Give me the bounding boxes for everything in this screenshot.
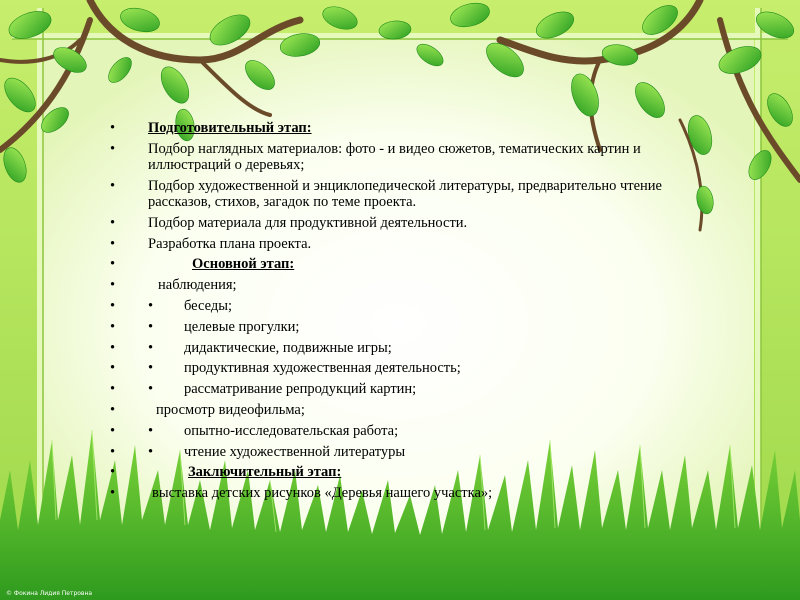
list-item <box>110 139 710 176</box>
bullet-icon: • <box>110 256 116 273</box>
bullet-icon: • <box>110 464 116 481</box>
bullet-icon: • <box>110 381 116 398</box>
sub-bullet-icon: • <box>148 297 154 314</box>
plan-list <box>110 118 710 504</box>
list-item-text: чтение художественной литературы <box>184 443 406 460</box>
list-item-text: Подбор материала для продуктивной деятельности. <box>148 214 468 231</box>
list-item-text: наблюдения; <box>158 277 237 294</box>
bullet-icon: • <box>110 177 116 194</box>
bullet-icon: • <box>110 443 116 460</box>
bullet-icon: • <box>110 214 116 231</box>
list-item <box>110 462 710 483</box>
bullet-icon: • <box>110 140 116 157</box>
list-item-text: продуктивная художественная деятельность; <box>184 360 461 377</box>
list-item <box>110 483 710 504</box>
list-item <box>110 421 710 442</box>
section-heading: Заключительный этап: <box>188 464 342 481</box>
section-heading: Подготовительный этап: <box>148 120 312 136</box>
sub-bullet-icon: • <box>148 360 154 377</box>
sub-bullet-icon: • <box>148 443 154 460</box>
bullet-icon: • <box>110 339 116 356</box>
list-item <box>110 118 710 139</box>
list-item-text: дидактические, подвижные игры; <box>184 339 392 356</box>
list-item <box>110 317 710 338</box>
list-item-text: рассматривание репродукций картин; <box>184 381 417 398</box>
list-item-text: просмотр видеофильма; <box>156 401 305 418</box>
list-item <box>110 234 710 255</box>
bullet-icon: • <box>110 401 116 418</box>
bullet-icon: • <box>110 120 116 136</box>
sub-bullet-icon: • <box>148 318 154 335</box>
list-item <box>110 296 710 317</box>
list-item-text: опытно-исследовательская работа; <box>184 422 399 439</box>
list-item <box>110 254 710 275</box>
sub-bullet-icon: • <box>148 339 154 356</box>
list-item <box>110 379 710 400</box>
list-item-text: целевые прогулки; <box>184 318 300 335</box>
list-item-text: выставка детских рисунков «Деревья нашего участка»; <box>152 485 493 502</box>
copyright-text: © Фокина Лидия Петровна <box>6 590 93 597</box>
list-item <box>110 338 710 359</box>
list-item <box>110 275 710 296</box>
bullet-icon: • <box>110 297 116 314</box>
list-item <box>110 176 710 213</box>
list-item <box>110 400 710 421</box>
sub-bullet-icon: • <box>148 422 154 439</box>
list-item-text: Разработка плана проекта. <box>148 235 312 252</box>
bullet-icon: • <box>110 277 116 294</box>
list-item <box>110 442 710 463</box>
sub-bullet-icon: • <box>148 381 154 398</box>
bullet-icon: • <box>110 422 116 439</box>
bullet-icon: • <box>110 485 116 502</box>
section-heading: Основной этап: <box>192 256 295 273</box>
bullet-icon: • <box>110 360 116 377</box>
list-item-text: беседы; <box>184 297 232 314</box>
list-item <box>110 358 710 379</box>
list-item <box>110 213 710 234</box>
bullet-icon: • <box>110 318 116 335</box>
list-item-text: Подбор наглядных материалов: фото - и видео сюжетов, тематических картин и иллюстраций о деревьях; <box>148 140 641 174</box>
bullet-icon: • <box>110 235 116 252</box>
list-item-text: Подбор художественной и энциклопедической литературы, предварительно чтение рассказов, стихов, загадок по теме проекта. <box>148 177 662 211</box>
